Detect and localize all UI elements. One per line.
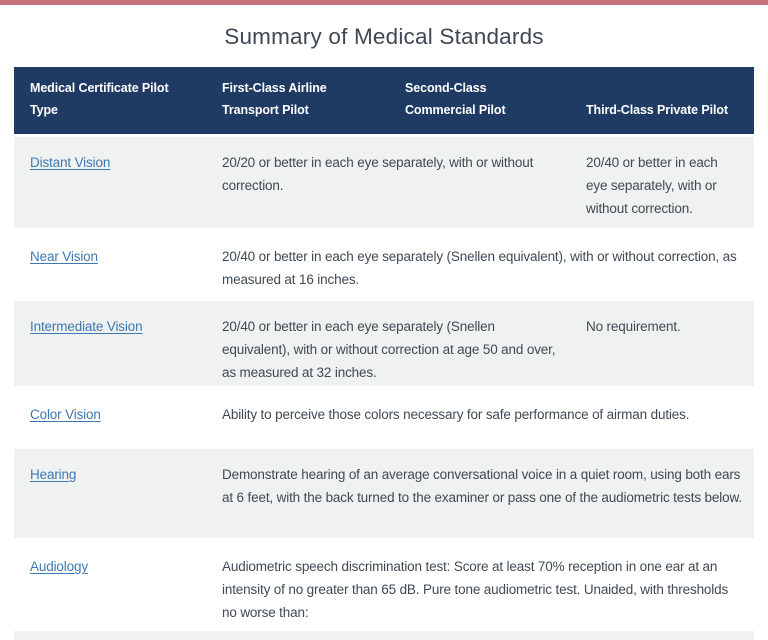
column-header-first-class: First-Class Airline Transport Pilot [206, 67, 389, 136]
cell-distant-first-second-class: 20/20 or better in each eye separately, with or without correction. [206, 136, 570, 230]
link-color-vision[interactable]: Color Vision [30, 407, 101, 422]
row-label-cell [14, 300, 206, 388]
link-audiology[interactable]: Audiology [30, 559, 88, 574]
row-label-cell [14, 540, 206, 631]
link-near-vision[interactable]: Near Vision [30, 249, 98, 264]
page-title: Summary of Medical Standards [224, 24, 544, 49]
row-label-cell [14, 448, 206, 540]
table-row-near-vision [14, 230, 754, 300]
header-row [14, 67, 754, 136]
table-row-hearing [14, 448, 754, 540]
cell-intermediate-third-class: No requirement. [570, 300, 754, 388]
cell-hearing-all-classes: Demonstrate hearing of an average conversational voice in a quiet room, using both ears at 6 feet, with the back turned to the examiner or pass one of the audiometric tests below. [206, 448, 754, 540]
top-accent-bar [0, 0, 768, 5]
table-header [14, 67, 754, 136]
row-label-cell [14, 388, 206, 448]
link-distant-vision[interactable]: Distant Vision [30, 155, 111, 170]
link-hearing[interactable]: Hearing [30, 467, 77, 482]
cell-color-all-classes: Ability to perceive those colors necessary for safe performance of airman duties. [206, 388, 754, 448]
next-row-cutoff-cell [14, 631, 754, 640]
column-header-second-class: Second-Class Commercial Pilot [389, 67, 570, 136]
column-header-pilot-type: Medical Certificate Pilot Type [14, 67, 206, 136]
next-row-cutoff [14, 631, 754, 640]
link-intermediate-vision[interactable]: Intermediate Vision [30, 319, 143, 334]
cell-audiology-all-classes: Audiometric speech discrimination test: Score at least 70% reception in one ear at an intensity of no greater than 65 dB. Pure tone audiometric test. Unaided, with thresholds no worse than: [206, 540, 754, 631]
cell-intermediate-first-second-class: 20/40 or better in each eye separately (Snellen equivalent), with or without correction at age 50 and over, as measured at 32 inches. [206, 300, 570, 388]
cell-distant-third-class: 20/40 or better in each eye separately, with or without correction. [570, 136, 754, 230]
cell-near-all-classes: 20/40 or better in each eye separately (Snellen equivalent), with or without correction, as measured at 16 inches. [206, 230, 754, 300]
table-row-audiology [14, 540, 754, 631]
row-label-cell [14, 230, 206, 300]
table-row-color-vision [14, 388, 754, 448]
row-label-cell [14, 136, 206, 230]
medical-standards-table [14, 67, 754, 640]
table-row-distant-vision [14, 136, 754, 230]
column-header-third-class: Third-Class Private Pilot [570, 67, 754, 136]
table-row-intermediate-vision [14, 300, 754, 388]
